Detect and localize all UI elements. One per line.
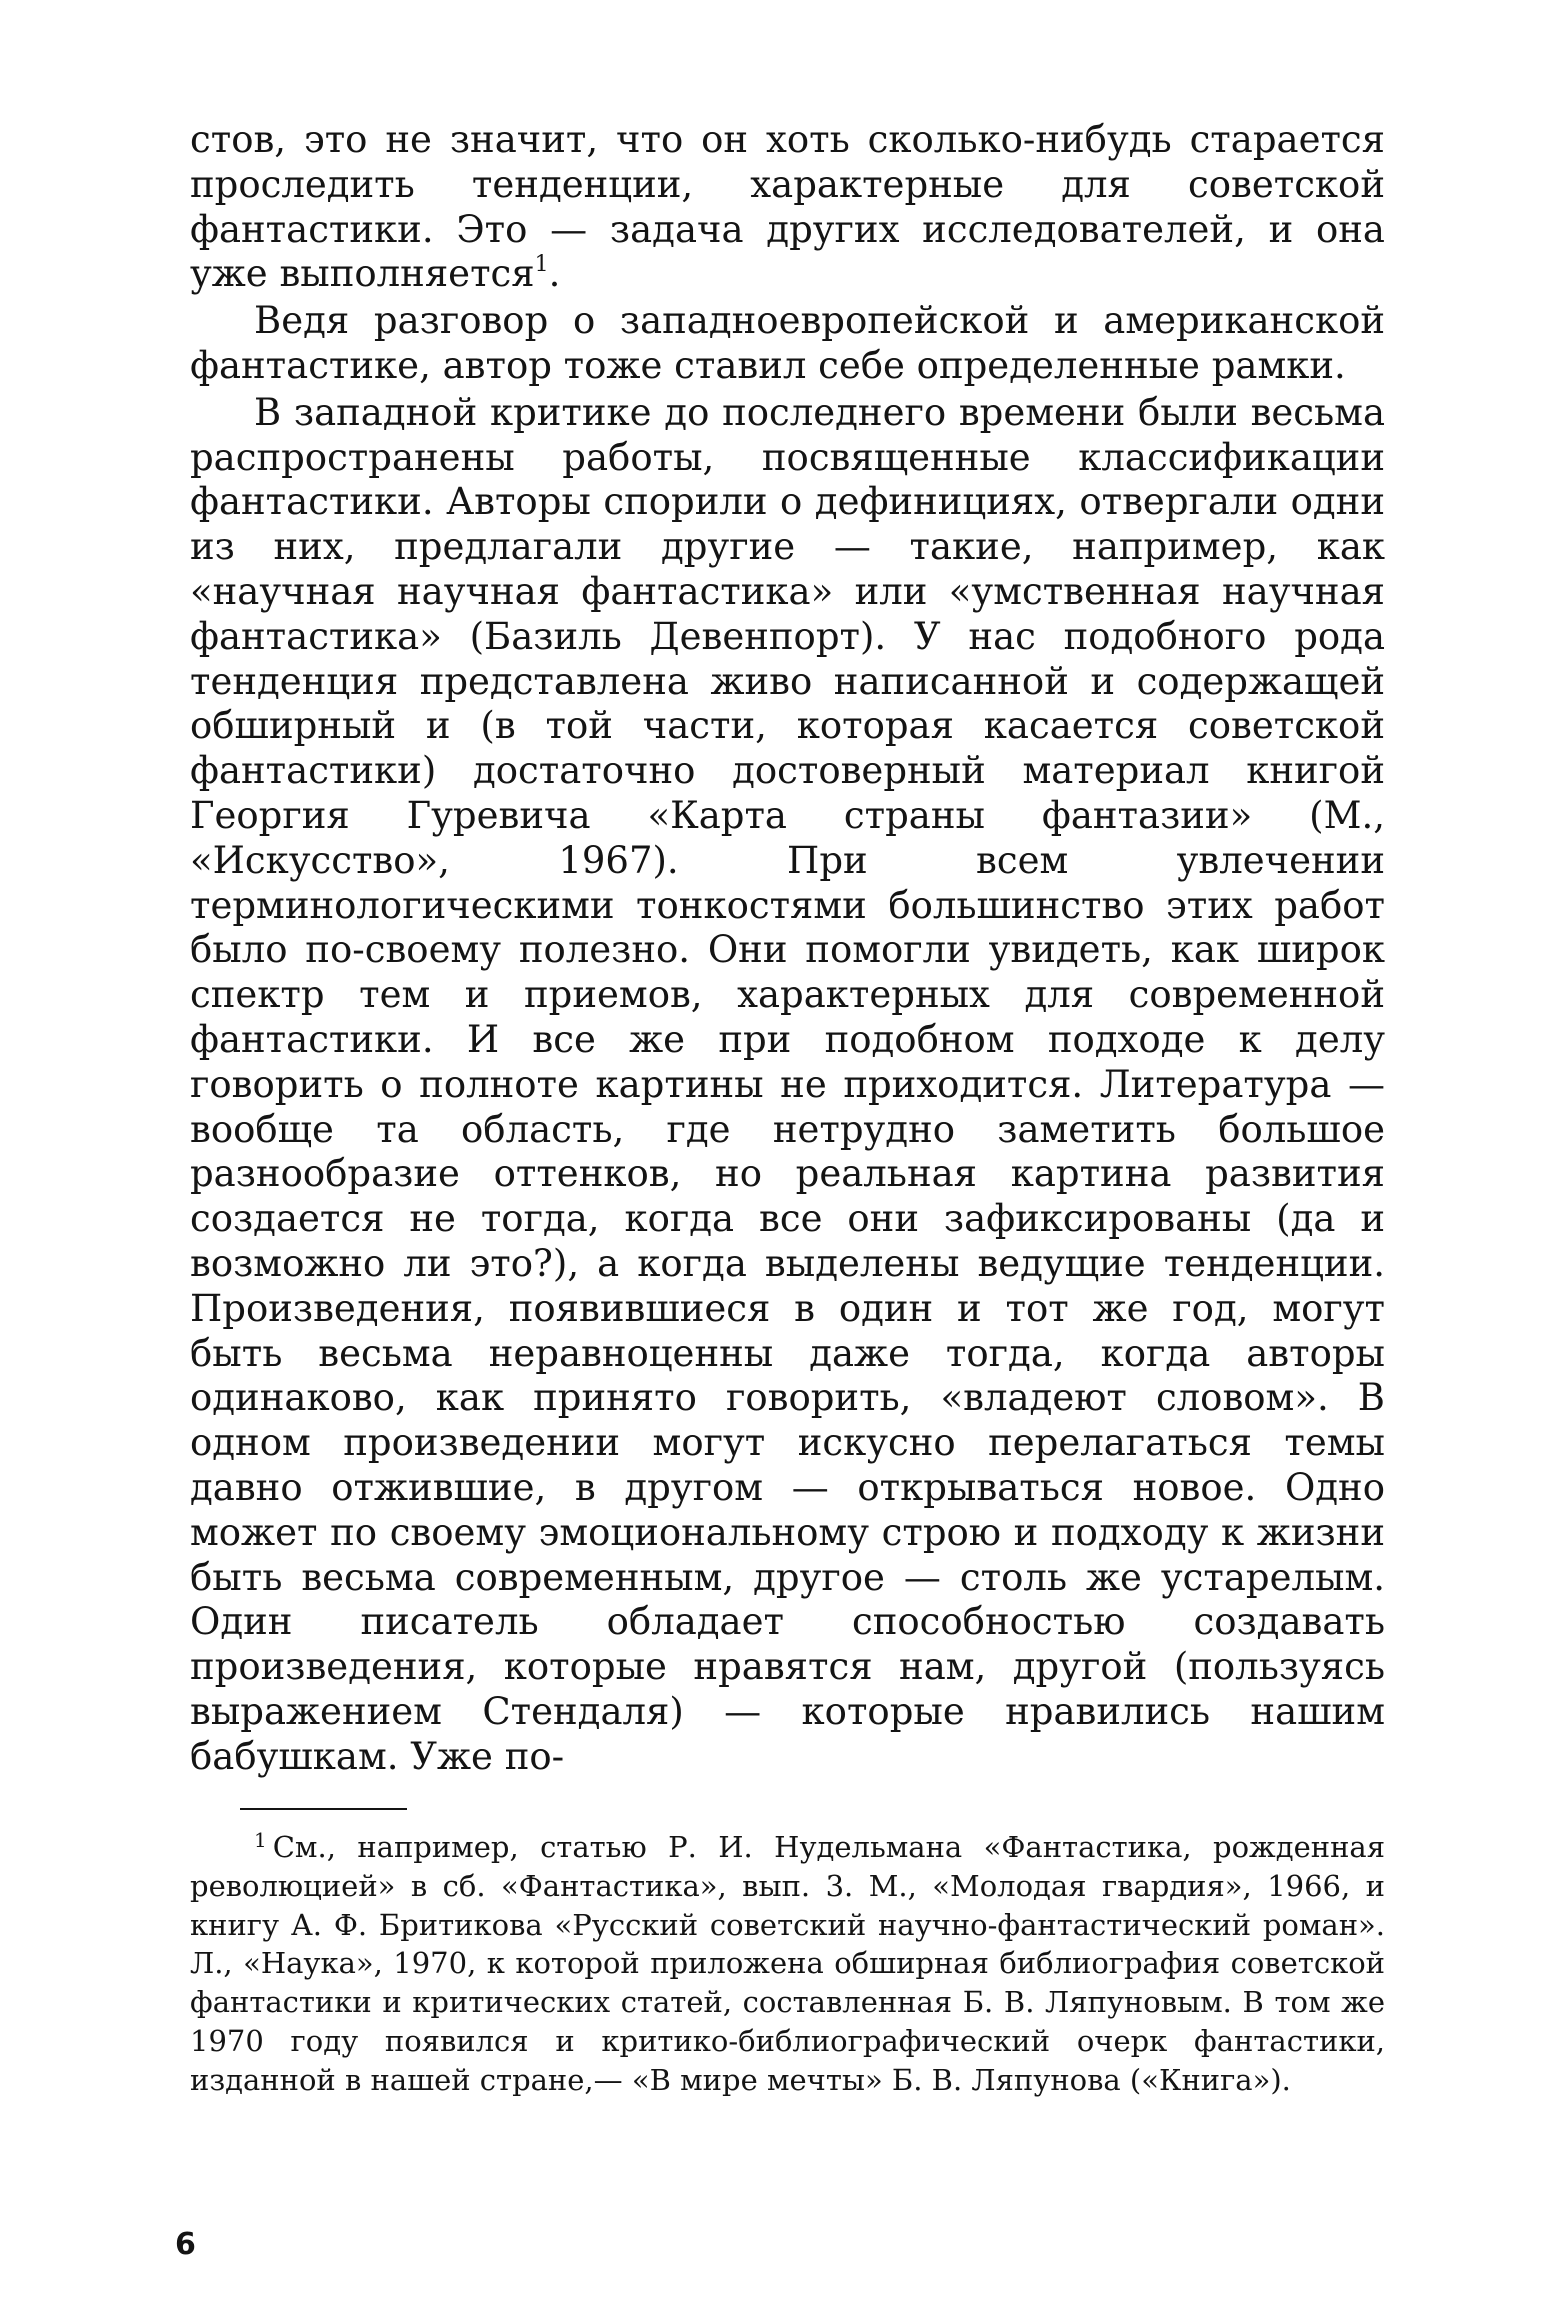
main-text: [190, 118, 1385, 1781]
footnote-reference: 1: [534, 252, 549, 278]
paragraph-3: В западной критике до последнего времени были весьма распространены работы, посвященные классификации фантастики. Авторы спорили о дефинициях, отвергали одни из них, предлагали другие — такие, например, как «научная научная фантастика» или «умственная научная фантастика» (Базиль Девенпорт). У нас подобного рода тенденция представлена живо написанной и содержащей обширный и (в той части, которая касается советской фантастики) достаточно достоверный материал книгой Георгия Гуревича «Карта страны фантазии» (М., «Искусство», 1967). При всем увлечении терминологическими тонкостями большинство этих работ было по-своему полезно. Они помогли увидеть, как широк спектр тем и приемов, характерных для современной фантастики. И все же при подобном подходе к делу говорить о полноте картины не приходится. Литература — вообще та область, где нетрудно заметить большое разнообразие оттенков, но реальная картина развития создается не тогда, когда все они зафиксированы (да и возможно ли это?), а когда выделены ведущие тенденции. Произведения, появившиеся в один и тот же год, могут быть весьма неравноценны даже тогда, когда авторы одинаково, как принято говорить, «владеют словом». В одном произведении могут искусно перелагаться темы давно отжившие, в другом — открываться новое. Одно может по своему эмоциональному строю и подходу к жизни быть весьма современным, другое — столь же устарелым. Один писатель обладает способностью создавать произведения, которые нравятся нам, другой (пользуясь выражением Стендаля) — которые нравились нашим бабушкам. Уже по-: [190, 390, 1385, 1778]
paragraph-1-text: стов, это не значит, что он хоть сколько-нибудь старается проследить тенденции, характерные для советской фантастики. Это — задача других исследователей, и она уже выполняется: [190, 118, 1385, 296]
footnote-divider: [240, 1808, 407, 1810]
paragraph-1: [190, 118, 1385, 297]
footnote-text: См., например, статью Р. И. Нудельмана «Фантастика, рожденная революцией» в сб. «Фантастика», вып. 3. М., «Молодая гвардия», 1966, и книгу А. Ф. Бритикова «Русский советский научно-фантастический роман». Л., «Наука», 1970, к которой приложена обширная библиография советской фантастики и критических статей, составленная Б. В. Ляпуновым. В том же 1970 году появился и критико-библиографический очерк фантастики, изданной в нашей стране,— «В мире мечты» Б. В. Ляпунова («Книга»).: [190, 1830, 1385, 2097]
footnote-mark: 1: [254, 1828, 267, 1852]
paragraph-1-end: .: [548, 252, 561, 296]
footnote: [190, 1828, 1385, 2100]
paragraph-2: Ведя разговор о западноевропейской и американской фантастике, автор тоже ставил себе определенные рамки.: [190, 299, 1385, 387]
footnote-paragraph: [190, 1828, 1385, 2100]
page-number: 6: [175, 2227, 196, 2262]
